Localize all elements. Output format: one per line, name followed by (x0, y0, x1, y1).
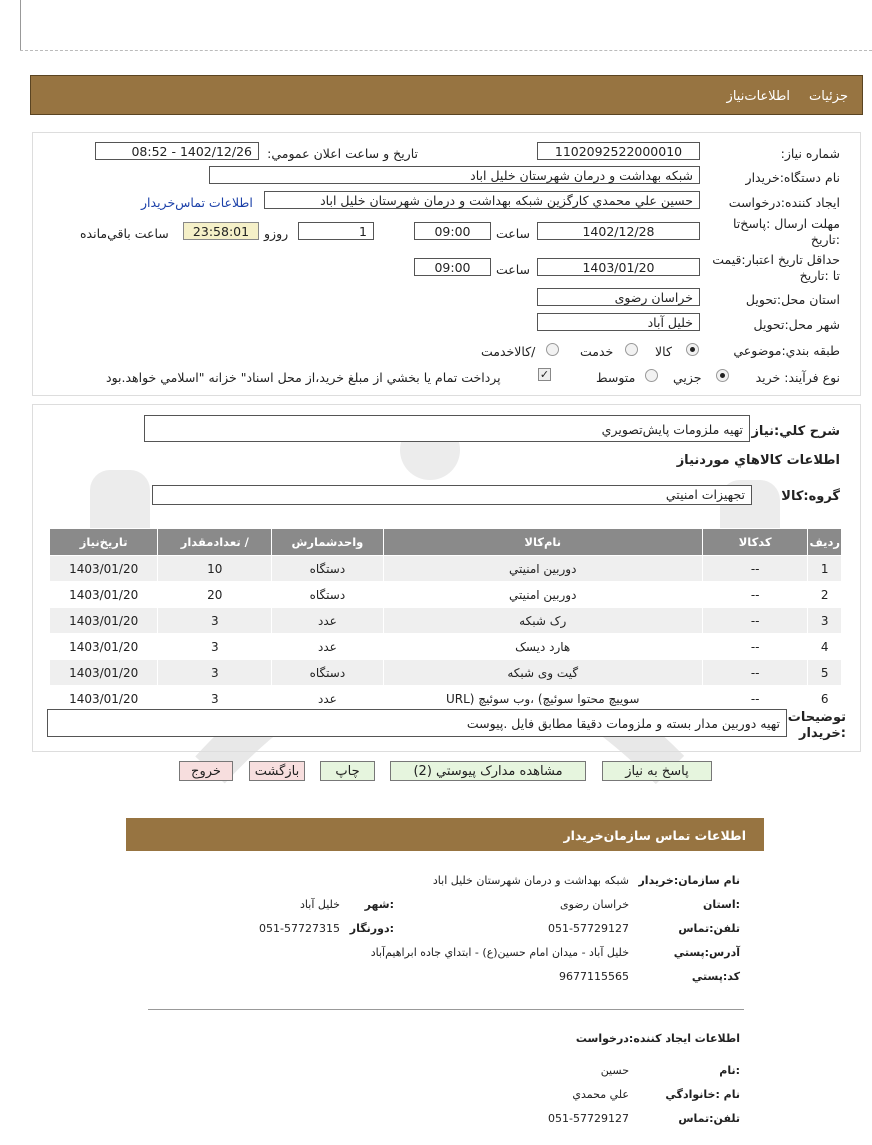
contact-postal: 9677115565 (559, 970, 629, 983)
col-row: رديف (808, 529, 842, 556)
contact-postal-label: کد:پستي (691, 970, 740, 983)
table-row (50, 608, 842, 634)
view-docs-button[interactable]: مشاهده مدارک پيوستي (2) (390, 761, 586, 781)
goods-info-title: اطلاعات کالاهاي موردنياز (676, 453, 840, 468)
cell-date: 1403/01/20 (50, 556, 158, 582)
cell-code: -- (702, 634, 808, 660)
buyer-notes-field: تهيه دوربين مدار بسته و ملزومات دقيقا مطابق فايل .پيوست (47, 709, 787, 737)
general-desc-field: تهيه ملزومات پايش‌تصويري (144, 415, 750, 442)
cell-row: 5 (808, 660, 842, 686)
contact-phone-label: تلفن:تماس (678, 922, 740, 935)
radio-partial-label: جزيي (673, 370, 702, 385)
creator-phone-label: تلفن:تماس (678, 1112, 740, 1125)
radio-goods-service-label: /کالاخدمت (481, 344, 536, 359)
col-code: کدکالا (702, 529, 808, 556)
category-label: طبقه بندي:موضوعي (733, 343, 840, 358)
cell-qty: 20 (158, 582, 272, 608)
page-edge-line (20, 0, 21, 50)
buyer-org-label: نام دستگاه:خريدار (745, 170, 840, 185)
cell-date: 1403/01/20 (50, 608, 158, 634)
creator-field: حسين علي محمدي کارگزين شبکه بهداشت و درمان شهرستان خليل اباد (264, 191, 700, 209)
creator-family: علي محمدي (572, 1088, 629, 1101)
deadline-time-field: 09:00 (414, 222, 491, 240)
creator-label: ايجاد کننده:درخواست (728, 195, 840, 210)
contact-title: اطلاعات تماس سازمان‌خريدار (563, 828, 746, 843)
reply-button[interactable]: پاسخ به نياز (602, 761, 712, 781)
validity-time-label: ساعت (496, 262, 531, 277)
cell-row: 6 (808, 686, 842, 712)
creator-info-title: اطلاعات ايجاد کننده:درخواست (575, 1032, 740, 1045)
buyer-notes-label: توضيحات :خريدار (787, 710, 846, 741)
creator-name-label: :نام (719, 1064, 740, 1077)
cell-name: رک شبکه (383, 608, 702, 634)
col-unit: واحدشمارش (272, 529, 383, 556)
cell-unit: عدد (272, 686, 383, 712)
col-qty: / تعدادمقدار (158, 529, 272, 556)
cell-unit: دستگاه (272, 660, 383, 686)
creator-family-label: نام :خانوادگي (665, 1088, 740, 1101)
table-row (50, 686, 842, 712)
radio-goods-service[interactable] (546, 343, 559, 356)
province-label: استان محل:تحويل (745, 292, 840, 307)
cell-row: 3 (808, 608, 842, 634)
table-row (50, 660, 842, 686)
tab-details[interactable]: جزئيات (809, 89, 848, 104)
print-button[interactable]: چاپ (320, 761, 375, 781)
contact-org-label: نام سازمان:خريدار (638, 874, 740, 887)
buyer-contact-link[interactable]: اطلاعات تماس‌خريدار (141, 195, 253, 210)
items-table (49, 528, 842, 712)
cell-code: -- (702, 608, 808, 634)
creator-phone: 051-57729127 (548, 1112, 629, 1125)
section-header (30, 75, 863, 115)
tab-need-info[interactable]: اطلاعات‌نياز (726, 89, 790, 104)
contact-address-label: آدرس:پستي (673, 946, 740, 959)
cell-date: 1403/01/20 (50, 686, 158, 712)
radio-goods-label: کالا (655, 344, 672, 359)
cell-row: 4 (808, 634, 842, 660)
remaining-timer: 23:58:01 (183, 222, 259, 240)
table-row (50, 556, 842, 582)
cell-code: -- (702, 660, 808, 686)
radio-goods[interactable] (686, 343, 699, 356)
cell-name: دوربين امنيتي (383, 556, 702, 582)
cell-row: 1 (808, 556, 842, 582)
cell-code: -- (702, 582, 808, 608)
radio-medium[interactable] (645, 369, 658, 382)
cell-code: -- (702, 556, 808, 582)
table-row (50, 582, 842, 608)
city-label: شهر محل:تحويل (753, 317, 840, 332)
city-field: خلیل آباد (537, 313, 700, 331)
cell-qty: 3 (158, 608, 272, 634)
cell-name: دوربين امنيتي (383, 582, 702, 608)
days-label: روزو (264, 226, 289, 241)
cell-unit: دستگاه (272, 556, 383, 582)
cell-date: 1403/01/20 (50, 634, 158, 660)
validity-label: حداقل تاريخ اعتبار:قيمت تا :تاريخ (712, 252, 840, 283)
contact-address: خليل آباد - ميدان امام حسين(ع) - ابتداي جاده ابراهيم‌آباد (370, 946, 629, 959)
contact-divider (148, 1009, 744, 1010)
group-label: گروه:کالا (781, 489, 840, 504)
creator-name: حسين (600, 1064, 629, 1077)
days-field (298, 222, 374, 240)
payment-note: پرداخت تمام يا بخشي از مبلغ خريد،از محل اسناد" خزانه "اسلامي خواهد.بود (106, 370, 501, 385)
contact-org: شبکه بهداشت و درمان شهرستان خليل اباد (432, 874, 629, 887)
cell-name: سوييچ محتوا سوئيچ) ،وب سوئيچ (URL (383, 686, 702, 712)
cell-row: 2 (808, 582, 842, 608)
radio-service[interactable] (625, 343, 638, 356)
contact-fax-label: :دورنگار (349, 922, 394, 935)
cell-code: -- (702, 686, 808, 712)
table-header-row (50, 529, 842, 556)
cell-unit: عدد (272, 608, 383, 634)
cell-name: گيت وی شبکه (383, 660, 702, 686)
table-row (50, 634, 842, 660)
col-date: تاريخ‌نياز (50, 529, 158, 556)
cell-unit: دستگاه (272, 582, 383, 608)
group-field: تجهيزات امنيتي (152, 485, 752, 505)
days-value: 1 (359, 224, 367, 239)
cell-qty: 10 (158, 556, 272, 582)
contact-header (126, 818, 764, 851)
deadline-date-field: 1402/12/28 (537, 222, 700, 240)
process-label: نوع فرآيند: خريد (755, 370, 840, 385)
top-divider (20, 50, 872, 51)
cell-unit: عدد (272, 634, 383, 660)
buyer-org-field: شبکه بهداشت و درمان شهرستان خليل اباد (209, 166, 700, 184)
cell-qty: 3 (158, 660, 272, 686)
announce-label: تاريخ و ساعت اعلان عمومي: (267, 146, 418, 161)
back-button[interactable]: بازگشت (249, 761, 305, 781)
cell-date: 1403/01/20 (50, 582, 158, 608)
province-field: خراسان رضوی (537, 288, 700, 306)
radio-partial[interactable] (716, 369, 729, 382)
remaining-label: ساعت باقي‌مانده (80, 226, 169, 241)
need-number-field: 1102092522000010 (537, 142, 700, 160)
cell-qty: 3 (158, 634, 272, 660)
announce-field: 1402/12/26 - 08:52 (95, 142, 259, 160)
exit-button[interactable]: خروج (179, 761, 233, 781)
general-desc-label: شرح کلي:نياز (751, 424, 840, 439)
cell-qty: 3 (158, 686, 272, 712)
need-number-label: شماره نياز: (780, 146, 840, 161)
contact-fax: 051-57727315 (259, 922, 340, 935)
cell-name: هارد ديسک (383, 634, 702, 660)
radio-medium-label: متوسط (596, 370, 636, 385)
contact-city-label: :شهر (364, 898, 394, 911)
deadline-time-label: ساعت (496, 226, 531, 241)
contact-phone: 051-57729127 (548, 922, 629, 935)
validity-date-field: 1403/01/20 (537, 258, 700, 276)
contact-city: خليل آباد (300, 898, 340, 911)
payment-checkbox[interactable]: ✓ (539, 368, 550, 381)
radio-service-label: خدمت (580, 344, 614, 359)
contact-province: خراسان رضوی (559, 898, 629, 911)
validity-time-field: 09:00 (414, 258, 491, 276)
deadline-label: مهلت ارسال :پاسخ‌تا :تاريخ (732, 216, 840, 247)
contact-province-label: :استان (703, 898, 740, 911)
cell-date: 1403/01/20 (50, 660, 158, 686)
col-name: نام‌کالا (383, 529, 702, 556)
